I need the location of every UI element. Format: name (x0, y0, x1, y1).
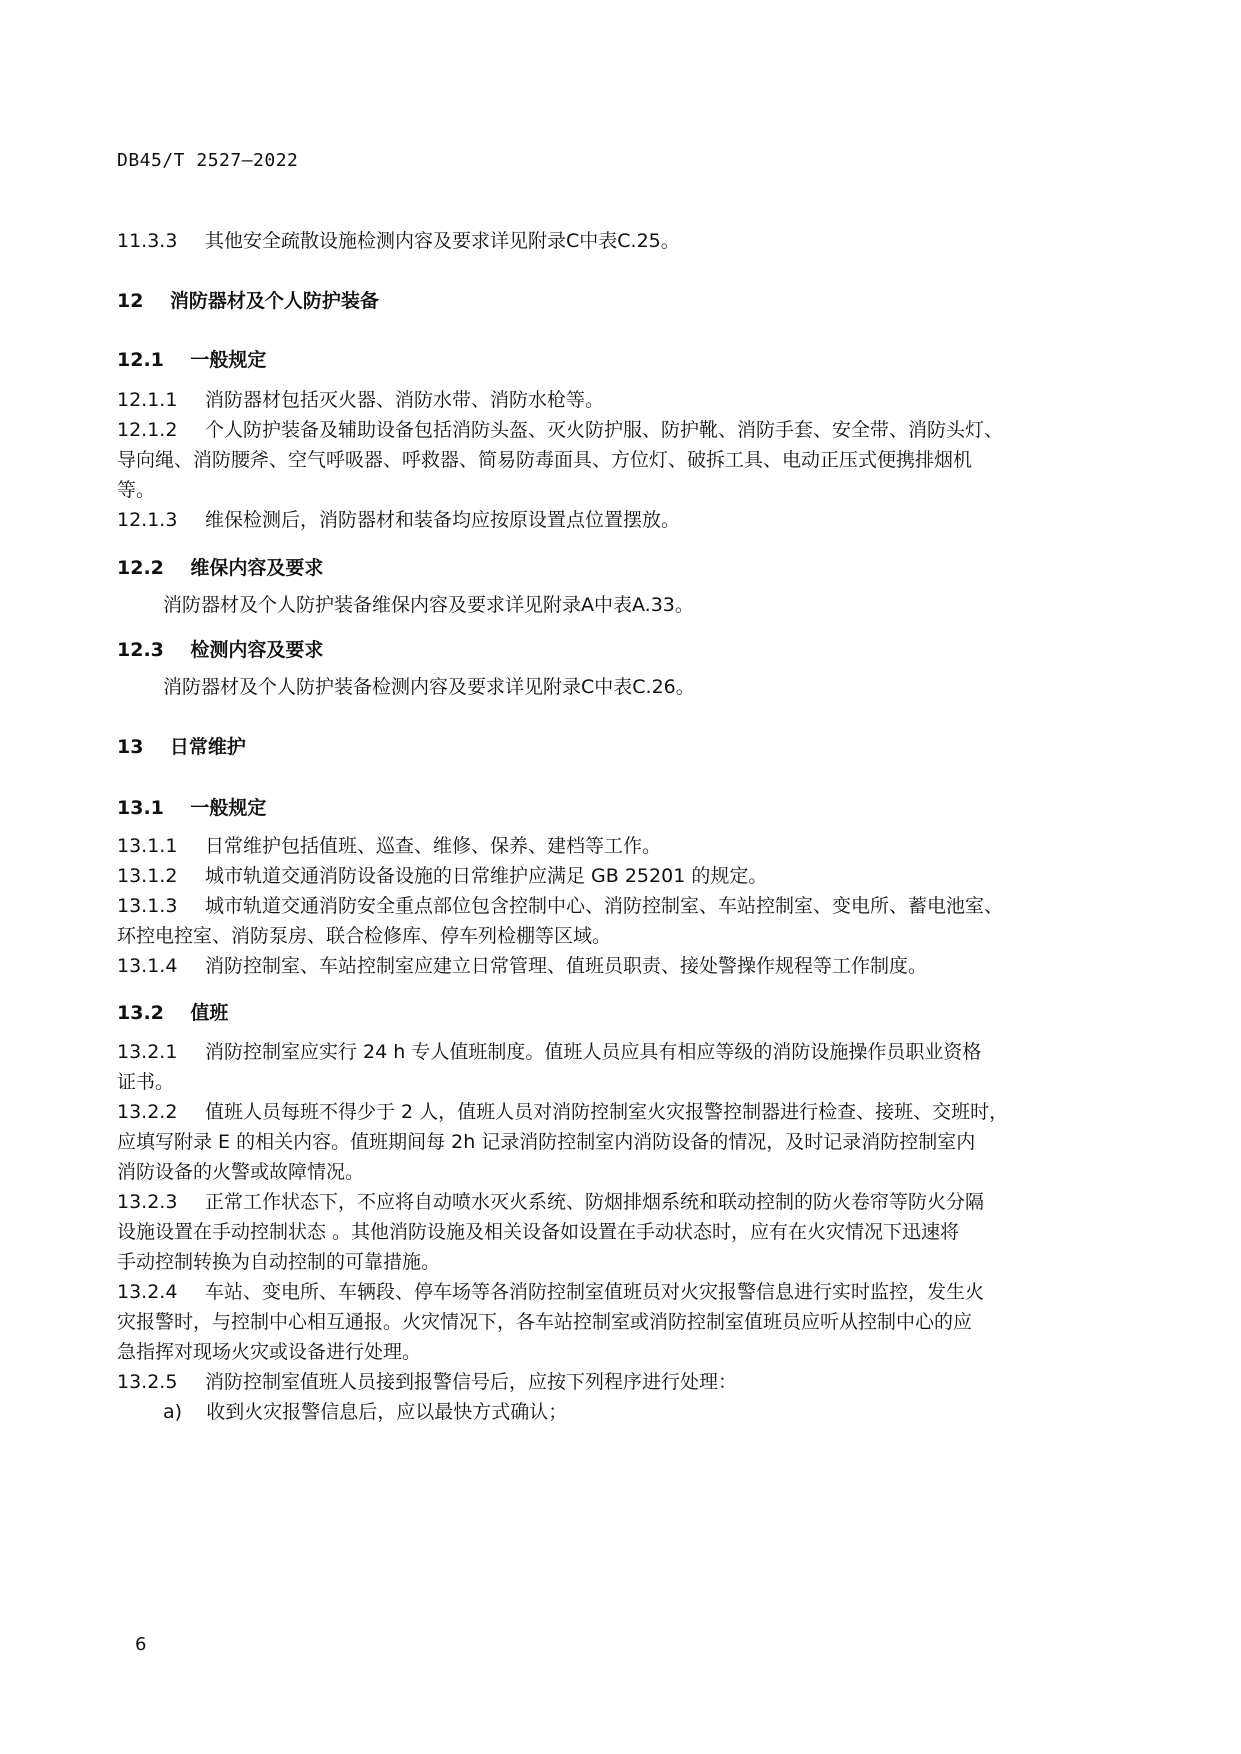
section-title: 值班 (190, 1002, 229, 1024)
clause-13-2-4 (117, 1277, 984, 1367)
clause-text-line2: 证书。 (117, 1071, 175, 1093)
section-13-1-heading (117, 793, 266, 820)
clause-13-2-3 (117, 1187, 984, 1277)
clause-11-3-3 (117, 226, 680, 256)
clause-12-1-2 (117, 415, 1003, 505)
clause-text-line3: 消防设备的火警或故障情况。 (117, 1161, 365, 1183)
clause-text-line2: 导向绳、消防腰斧、空气呼吸器、呼救器、简易防毒面具、方位灯、破拆工具、电动正压式便携排烟机 (117, 449, 973, 471)
clause-text-line1: 值班人员每班不得少于 2 人，值班人员对消防控制室火灾报警控制器进行检查、接班、交班时， (205, 1101, 1009, 1123)
section-number: 12.1 (117, 349, 164, 371)
list-item-a (163, 1397, 567, 1427)
section-number: 13.1 (117, 797, 164, 819)
clause-text-line2: 灾报警时，与控制中心相互通报。火灾情况下，各车站控制室或消防控制室值班员应听从控制中心的应 (117, 1311, 973, 1333)
section-number: 12.2 (117, 557, 164, 579)
clause-number: 13.1.1 (117, 835, 178, 857)
clause-number: 12.1.2 (117, 419, 178, 441)
clause-number: 13.2.1 (117, 1041, 178, 1063)
clause-text-line1: 消防控制室应实行 24 h 专人值班制度。值班人员应具有相应等级的消防设施操作员职业资格 (205, 1041, 982, 1063)
clause-text: 城市轨道交通消防设备设施的日常维护应满足 GB 25201 的规定。 (205, 865, 768, 887)
list-item-label: a) (163, 1401, 183, 1423)
clause-12-1-3 (117, 505, 680, 535)
clause-text-line2: 设施设置在手动控制状态 。其他消防设施及相关设备如设置在手动状态时，应有在火灾情况下迅速将 (117, 1221, 960, 1243)
clause-number: 13.2.4 (117, 1281, 178, 1303)
clause-number: 12.1.3 (117, 509, 178, 531)
clause-text: 其他安全疏散设施检测内容及要求详见附录C中表C.25。 (205, 230, 680, 252)
clause-number: 11.3.3 (117, 230, 178, 252)
clause-13-2-5 (117, 1367, 737, 1397)
clause-13-1-1 (117, 831, 661, 861)
clause-text: 消防器材包括灭火器、消防水带、消防水枪等。 (205, 389, 605, 411)
clause-12-1-1 (117, 385, 604, 415)
standard-code: DB45/T 2527—2022 (117, 150, 299, 171)
clause-13-1-4 (117, 951, 927, 981)
clause-text-line1: 车站、变电所、车辆段、停车场等各消防控制室值班员对火灾报警信息进行实时监控，发生火 (205, 1281, 985, 1303)
section-12-1-heading (117, 345, 266, 372)
section-title: 检测内容及要求 (190, 639, 324, 661)
clause-13-2-2 (117, 1097, 1008, 1187)
section-number: 12.3 (117, 639, 164, 661)
section-number: 13.2 (117, 1002, 164, 1024)
section-number: 12 (117, 290, 144, 312)
section-title: 一般规定 (190, 349, 267, 371)
clause-text-line3: 急指挥对现场火灾或设备进行处理。 (117, 1341, 422, 1363)
section-12-3-heading (117, 635, 323, 662)
clause-text-line1: 城市轨道交通消防安全重点部位包含控制中心、消防控制室、车站控制室、变电所、蓄电池室、 (205, 895, 1004, 917)
section-title: 消防器材及个人防护装备 (169, 290, 379, 312)
section-13-2-heading (117, 998, 228, 1025)
section-13-heading (117, 732, 246, 759)
page-number: 6 (135, 1634, 147, 1655)
clause-number: 12.1.1 (117, 389, 178, 411)
clause-text-line3: 等。 (117, 479, 156, 501)
clause-13-1-3 (117, 891, 1003, 951)
clause-text-line1: 个人防护装备及辅助设备包括消防头盔、灭火防护服、防护靴、消防手套、安全带、消防头灯、 (205, 419, 1004, 441)
clause-text: 消防控制室值班人员接到报警信号后，应按下列程序进行处理： (205, 1371, 738, 1393)
clause-number: 13.1.2 (117, 865, 178, 887)
section-12-2-heading (117, 553, 323, 580)
clause-number: 13.2.3 (117, 1191, 178, 1213)
section-12-heading (117, 286, 379, 313)
clause-text-line2: 环控电控室、消防泵房、联合检修库、停车列检棚等区域。 (117, 925, 612, 947)
clause-number: 13.2.2 (117, 1101, 178, 1123)
paragraph-12-2: 消防器材及个人防护装备维保内容及要求详见附录A中表A.33。 (163, 594, 694, 616)
clause-number: 13.2.5 (117, 1371, 178, 1393)
paragraph-12-3: 消防器材及个人防护装备检测内容及要求详见附录C中表C.26。 (163, 676, 695, 698)
list-item-text: 收到火灾报警信息后，应以最快方式确认； (206, 1401, 568, 1423)
section-title: 日常维护 (169, 736, 246, 758)
clause-13-1-2 (117, 861, 767, 891)
section-number: 13 (117, 736, 144, 758)
clause-text-line2: 应填写附录 E 的相关内容。值班期间每 2h 记录消防控制室内消防设备的情况，及时记录消防控制室内 (117, 1131, 976, 1153)
clause-number: 13.1.3 (117, 895, 178, 917)
clause-text: 消防控制室、车站控制室应建立日常管理、值班员职责、接处警操作规程等工作制度。 (205, 955, 928, 977)
clause-text: 维保检测后，消防器材和装备均应按原设置点位置摆放。 (205, 509, 681, 531)
clause-13-2-1 (117, 1037, 981, 1097)
section-title: 一般规定 (190, 797, 267, 819)
clause-text-line3: 手动控制转换为自动控制的可靠措施。 (117, 1251, 441, 1273)
clause-text-line1: 正常工作状态下，不应将自动喷水灭火系统、防烟排烟系统和联动控制的防火卷帘等防火分隔 (205, 1191, 985, 1213)
clause-text: 日常维护包括值班、巡查、维修、保养、建档等工作。 (205, 835, 662, 857)
section-title: 维保内容及要求 (190, 557, 324, 579)
clause-number: 13.1.4 (117, 955, 178, 977)
